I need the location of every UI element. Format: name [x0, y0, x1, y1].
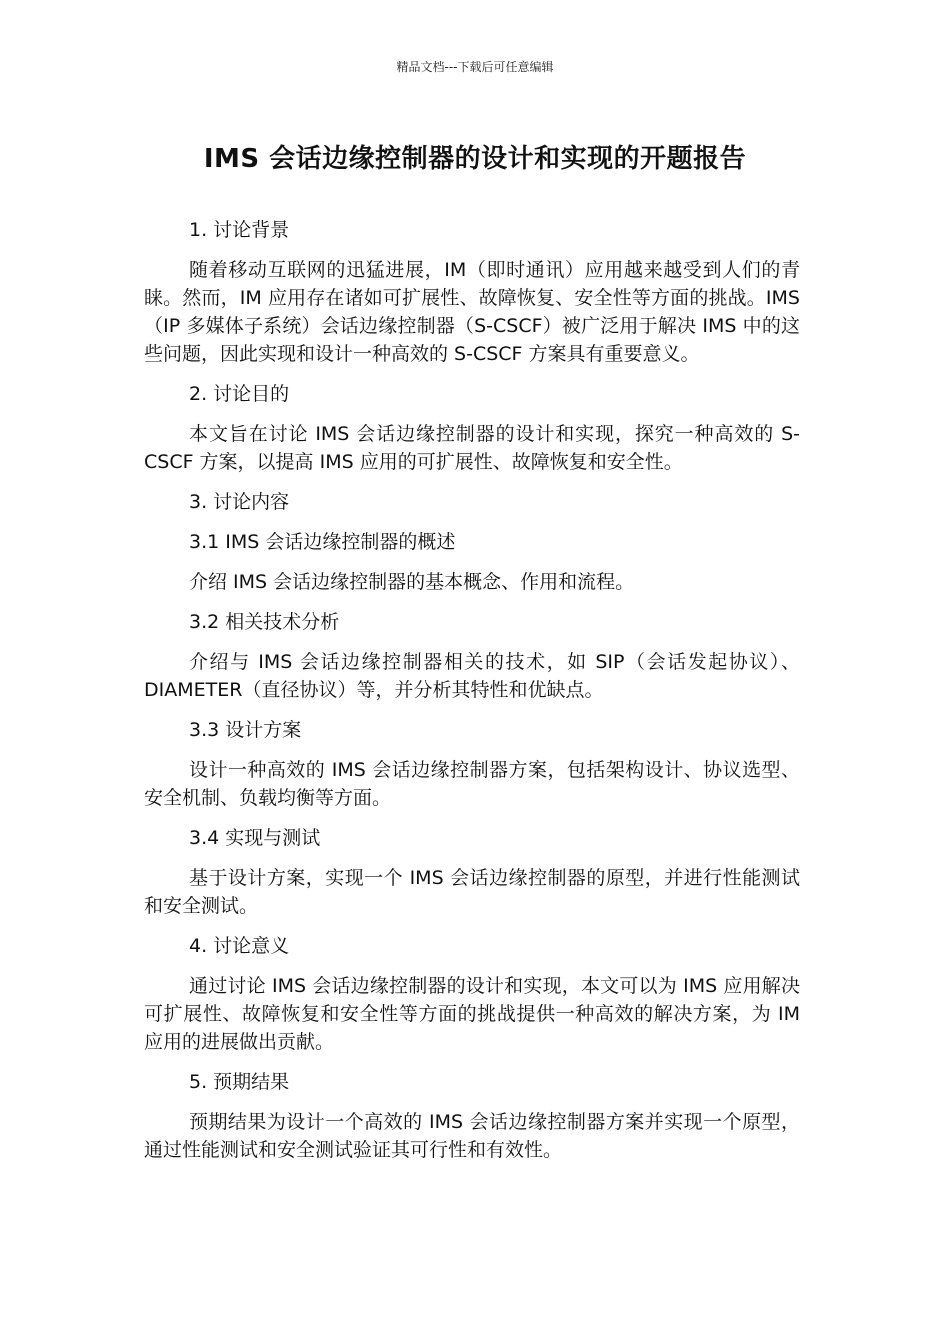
header-note: 精品文档---下载后可任意编辑 [396, 60, 554, 74]
section-heading-content: 3. 讨论内容 [189, 491, 290, 513]
subsection-heading-overview: 3.1 IMS 会话边缘控制器的概述 [189, 531, 456, 553]
document-title: IMS 会话边缘控制器的设计和实现的开题报告 [203, 144, 747, 174]
subsection-heading-tech-analysis: 3.2 相关技术分析 [189, 611, 340, 633]
section-heading-expected-results: 5. 预期结果 [189, 1071, 290, 1093]
paragraph-tech-analysis: 介绍与 IMS 会话边缘控制器相关的技术，如 SIP（会话发起协议）、DIAMETER（直径协议）等，并分析其特性和优缺点。 [144, 651, 800, 701]
subsection-heading-design: 3.3 设计方案 [189, 719, 302, 741]
subsection-heading-implementation: 3.4 实现与测试 [189, 827, 321, 849]
section-heading-background: 1. 讨论背景 [189, 219, 290, 241]
paragraph-expected-results: 预期结果为设计一个高效的 IMS 会话边缘控制器方案并实现一个原型，通过性能测试和安全测试验证其可行性和有效性。 [144, 1111, 800, 1161]
paragraph-overview: 介绍 IMS 会话边缘控制器的基本概念、作用和流程。 [189, 571, 635, 593]
section-heading-significance: 4. 讨论意义 [189, 935, 290, 957]
paragraph-purpose: 本文旨在讨论 IMS 会话边缘控制器的设计和实现，探究一种高效的 S-CSCF 方案，以提高 IMS 应用的可扩展性、故障恢复和安全性。 [144, 423, 800, 473]
paragraph-design: 设计一种高效的 IMS 会话边缘控制器方案，包括架构设计、协议选型、安全机制、负载均衡等方面。 [144, 759, 800, 809]
section-heading-purpose: 2. 讨论目的 [189, 383, 290, 405]
document-body [144, 216, 800, 1176]
paragraph-significance: 通过讨论 IMS 会话边缘控制器的设计和实现，本文可以为 IMS 应用解决可扩展性、故障恢复和安全性等方面的挑战提供一种高效的解决方案，为 IM 应用的进展做出贡献。 [144, 975, 800, 1053]
paragraph-implementation: 基于设计方案，实现一个 IMS 会话边缘控制器的原型，并进行性能测试和安全测试。 [144, 867, 800, 917]
paragraph-background: 随着移动互联网的迅猛进展，IM（即时通讯）应用越来越受到人们的青睐。然而，IM 应用存在诸如可扩展性、故障恢复、安全性等方面的挑战。IMS（IP 多媒体子系统）会话边缘控制器（S-CSCF）被广泛用于解决 IMS 中的这些问题，因此实现和设计一种高效的 S-CSCF 方案具有重要意义。 [144, 259, 800, 365]
